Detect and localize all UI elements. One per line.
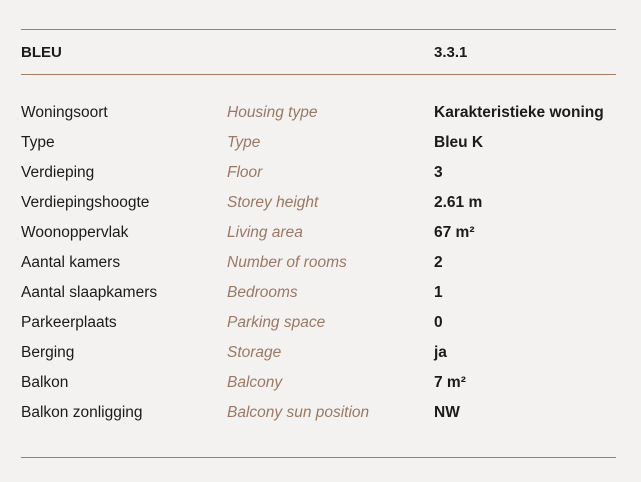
label-en: Bedrooms (227, 284, 298, 301)
label-en: Floor (227, 164, 263, 181)
label-en: Parking space (227, 314, 326, 331)
spec-row-type (0, 131, 641, 161)
label-en: Balcony sun position (227, 404, 370, 421)
label-en: Number of rooms (227, 254, 347, 271)
spec-row-living-area (0, 221, 641, 251)
spec-row-parking-space (0, 311, 641, 341)
spec-table (0, 101, 641, 431)
spec-row-storey-height (0, 191, 641, 221)
spec-header (0, 43, 641, 63)
spec-value: ja (434, 344, 447, 361)
label-nl: Berging (21, 344, 75, 361)
spec-row-housing-type (0, 101, 641, 131)
label-nl: Balkon zonligging (21, 404, 143, 421)
label-nl: Woningsoort (21, 104, 108, 121)
label-nl: Aantal kamers (21, 254, 121, 271)
spec-row-balcony (0, 371, 641, 401)
spec-value: 3 (434, 164, 443, 181)
label-nl: Type (21, 134, 55, 151)
label-nl: Woonoppervlak (21, 224, 129, 241)
spec-row-bedrooms (0, 281, 641, 311)
label-en: Storage (227, 344, 282, 361)
spec-value: 2.61 m (434, 194, 483, 211)
spec-value: 67 m² (434, 224, 475, 241)
unit-name: BLEU (21, 44, 62, 61)
bottom-divider (21, 457, 616, 458)
spec-row-storage (0, 341, 641, 371)
label-en: Housing type (227, 104, 318, 121)
label-nl: Aantal slaapkamers (21, 284, 158, 301)
spec-row-floor (0, 161, 641, 191)
label-en: Type (227, 134, 261, 151)
label-nl: Parkeerplaats (21, 314, 117, 331)
label-nl: Verdieping (21, 164, 95, 181)
spec-value: 0 (434, 314, 443, 331)
spec-value: NW (434, 404, 460, 421)
header-divider (21, 74, 616, 75)
top-divider (21, 29, 616, 30)
spec-value: Bleu K (434, 134, 484, 151)
spec-value: 2 (434, 254, 443, 271)
spec-value: 1 (434, 284, 443, 301)
label-en: Storey height (227, 194, 319, 211)
spec-value: 7 m² (434, 374, 466, 391)
label-en: Balcony (227, 374, 283, 391)
label-en: Living area (227, 224, 303, 241)
spec-row-balcony-sun-position (0, 401, 641, 431)
label-nl: Verdiepingshoogte (21, 194, 150, 211)
unit-code: 3.3.1 (434, 44, 468, 61)
spec-value: Karakteristieke woning (434, 104, 604, 121)
label-nl: Balkon (21, 374, 69, 391)
spec-row-number-of-rooms (0, 251, 641, 281)
